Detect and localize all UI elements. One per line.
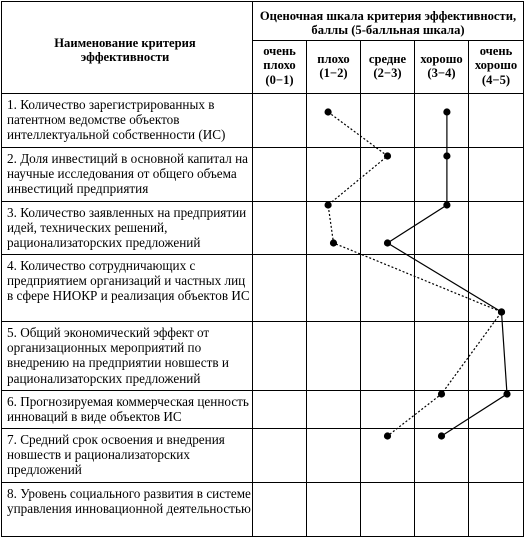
criterion-7: 7. Средний срок освоения и внедрения новшеств и рационализаторских предложений (7, 432, 225, 478)
dotted-profile-point (384, 152, 391, 159)
scale-title-header: Оценочная шкала критерия эффективности, баллы (5-балльная шкала) (259, 9, 517, 38)
column-good: хорошо (3−4) (420, 52, 463, 81)
column-very-bad: очень плохо (0−1) (263, 44, 296, 87)
dotted-profile-point (330, 239, 337, 246)
criterion-8: 8. Уровень социального развития в системе управления инновационной деятельностью (7, 486, 251, 517)
solid-profile-point (438, 432, 445, 439)
criterion-5: 5. Общий экономический эффект от организационных мероприятий по внедрению на предприятии новшеств и рационализаторских предложений (7, 325, 229, 386)
criterion-1: 1. Количество зарегистрированных в патентном ведомстве объектов интеллектуальной собственности (ИС) (7, 97, 226, 143)
criterion-name-header: Наименование критерия эффективности (54, 36, 196, 65)
profile-lines (325, 108, 511, 439)
criterion-2: 2. Доля инвестиций в основной капитал на научные исследования от общего объема инвестиций предприятия (7, 151, 249, 197)
solid-profile-point (384, 239, 391, 246)
criterion-3: 3. Количество заявленных на предприятии идей, технических решений, рационализаторских предложений (7, 205, 247, 251)
dotted-profile-point (498, 308, 505, 315)
column-average: средне (2−3) (368, 52, 407, 81)
column-very-good: очень хорошо (4−5) (474, 44, 518, 87)
solid-profile-point (443, 108, 450, 115)
solid-profile-point (443, 152, 450, 159)
column-bad: плохо (1−2) (317, 52, 350, 81)
solid-profile-point (443, 201, 450, 208)
criterion-6: 6. Прогнозируемая коммерческая ценность инноваций в виде объектов ИС (7, 394, 249, 425)
criterion-4: 4. Количество сотрудничающих с предприятием организаций и частных лиц в сфере НИОКР и реализация объектов ИС (7, 258, 250, 304)
solid-profile-line (388, 112, 508, 436)
dotted-profile-point (438, 390, 445, 397)
solid-profile-point (503, 390, 510, 397)
dotted-profile-point (384, 432, 391, 439)
dotted-profile-point (325, 201, 332, 208)
dotted-profile-point (325, 108, 332, 115)
